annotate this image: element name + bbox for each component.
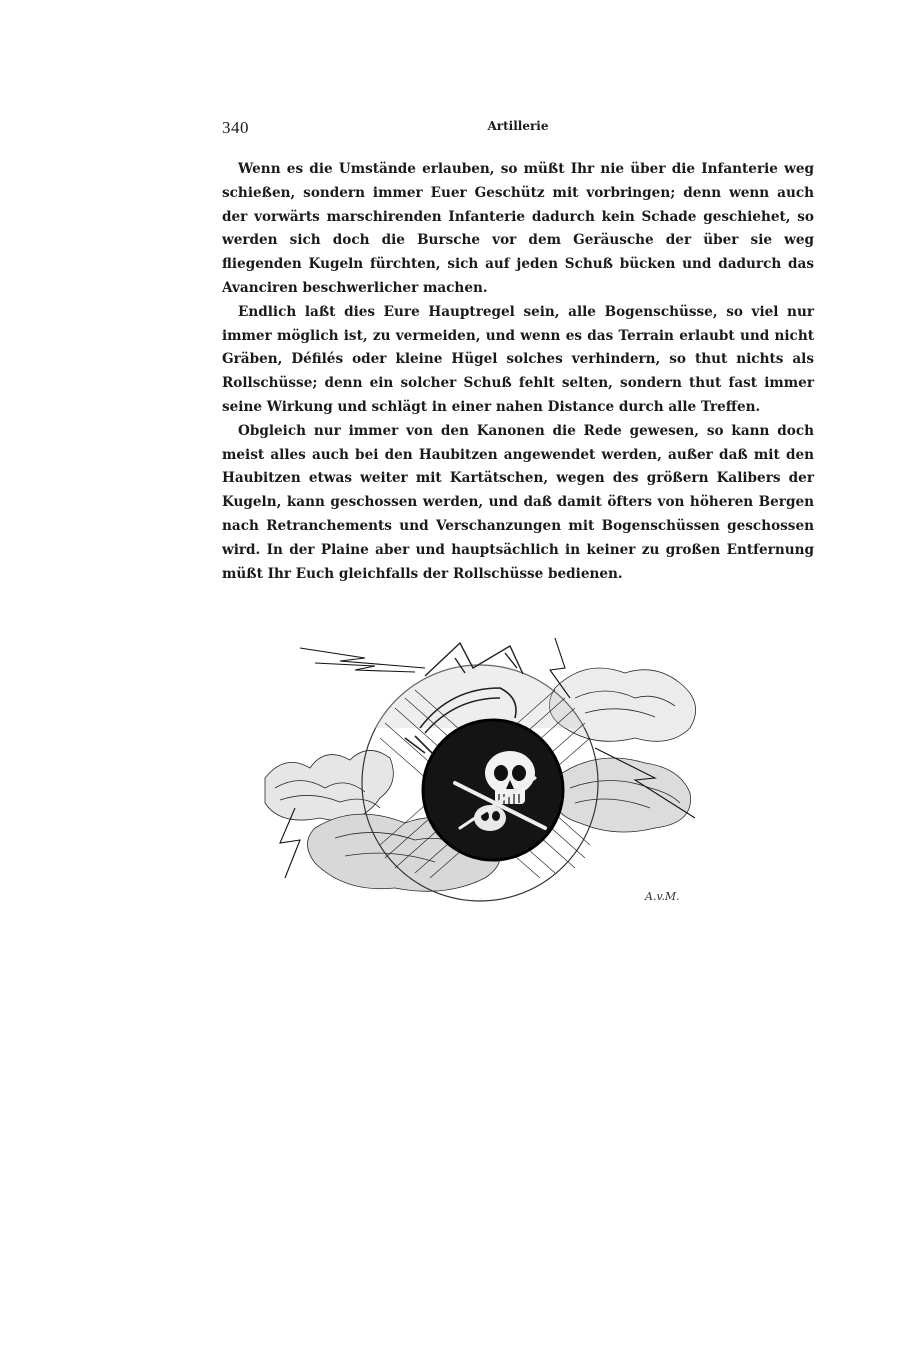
running-title: Artillerie bbox=[487, 119, 549, 133]
paragraph-1: Wenn es die Umstände erlauben, so müßt Ihr nie über die Infanterie weg schießen, sondern immer Euer Geschütz mit vorbringen; denn wenn auch der vorwärts marschirenden Infanterie dadurch kein Schade geschiehet, so werden sich doch die Bursche vor dem Geräusche der über sie weg fliegenden Kugeln fürchten, sich auf jeden Schuß bücken und dadurch das Avanciren beschwerlicher machen. bbox=[222, 161, 814, 296]
body-text bbox=[222, 158, 814, 586]
skull-vignette-illustration bbox=[255, 628, 715, 918]
artist-signature: A.v.M. bbox=[645, 890, 680, 903]
paragraph-3: Obgleich nur immer von den Kanonen die Rede gewesen, so kann doch meist alles auch bei den Haubitzen angewendet werden, außer daß mit den Haubitzen etwas weiter mit Kartätschen, wegen des größern Kalibers der Kugeln, kann geschossen werden, und daß damit öfters von höheren Bergen nach Retranchements und Verschanzungen mit Bogenschüssen geschossen wird. In der Plaine aber und hauptsächlich in keiner zu großen Entfernung müßt Ihr Euch gleichfalls der Rollschüsse bedienen. bbox=[222, 422, 814, 582]
page-header bbox=[222, 118, 814, 142]
page-number: 340 bbox=[222, 118, 249, 137]
paragraph-2: Endlich laßt dies Eure Hauptregel sein, alle Bogenschüsse, so viel nur immer möglich ist, zu vermeiden, und wenn es das Terrain erlaubt und nicht Gräben, Défilés oder kleine Hügel solches verhindern, so thut nichts als Rollschüsse; denn ein solcher Schuß fehlt selten, sondern thut fast immer seine Wirkung und schlägt in einer nahen Distance durch alle Treffen. bbox=[222, 303, 814, 415]
